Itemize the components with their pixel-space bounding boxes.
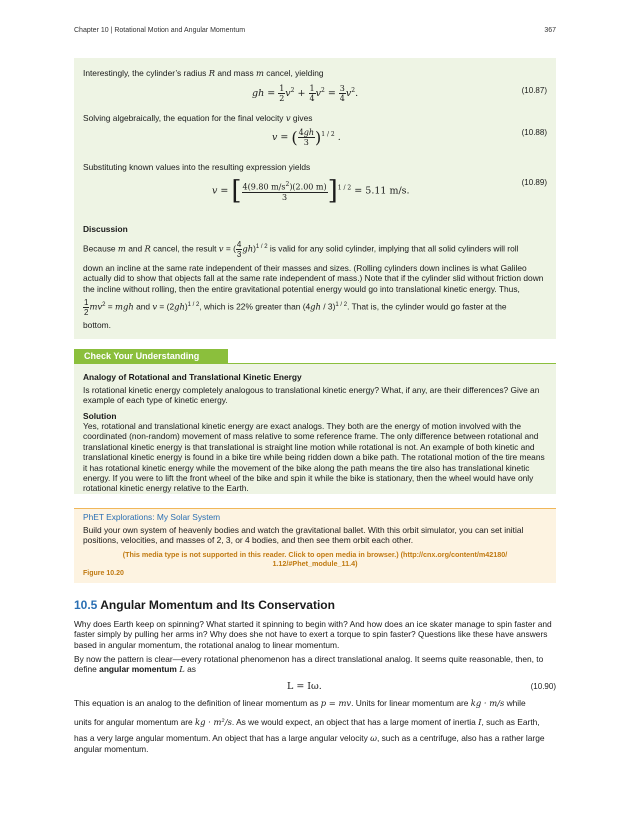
equation-10-90: L = Iω. (287, 681, 322, 692)
eq-number-88: (10.88) (521, 128, 547, 137)
section-title: Angular Momentum and Its Conservation (100, 598, 335, 612)
equation-10-87: gh = $\frac{1}{2}$ $v^2$ + $\frac{1}{4}$ $v^2$ = $\frac{3}{4}$ $v^2$. (252, 84, 359, 103)
equation-10-88: v = ( $\frac{4gh}{3}$ )$^{1 / 2}$ . (272, 128, 341, 147)
section-para-3-line-1: This equation is an analog to the definition of linear momentum as p = mv. Units for linear momentum are kg · m/s while (74, 698, 526, 708)
page-number: 367 (544, 27, 556, 34)
section-para-1: Why does Earth keep on spinning? What started it spinning to begin with? And how does an ice skater manage to spin faster and faster simply by pulling her arms in? Why does she not have to exert a torque to spin faster? Questions like these have answers based in angular momentum, the rotational analog to linear momentum. (74, 619, 552, 650)
section-para-2: By now the pattern is clear—every rotational phenomenon has a direct translational analog. It seems quite reasonable, then, to define angular momentum L as (74, 654, 544, 675)
discussion-line-1: Because m and R cancel, the result v = ( $\frac{4}{3}$ gh)$^{1 / 2}$ is valid for any solid cylinder, implying that all solid cylinders will roll (83, 240, 519, 259)
phet-media-link[interactable]: (This media type is not supported in this reader. Click to open media in browser.) (http://cnx.org/content/m42180/ 1.12/#Phet_module_11.4) (122, 550, 508, 568)
cyu-title: Analogy of Rotational and Translational Kinetic Energy (83, 372, 302, 382)
section-para-3-line-4: angular momentum. (74, 744, 149, 754)
eq-number-89: (10.89) (521, 178, 547, 187)
page-header (74, 27, 556, 34)
section-para-3-line-2: units for angular momentum are kg · m²/s. As we would expect, an object that has a large moment of inertia I, such as Earth, (74, 717, 540, 727)
equation-10-89: v = [ $\frac{4(9.80 m/s^2)(2.00 m)}{3}$ ]$^{1 / 2}$ = 5.11 m/s. (212, 176, 410, 206)
phet-text: Build your own system of heavenly bodies and watch the gravitational ballet. With this orbit simulator, you can set initial positions, velocities, and masses of 2, 3, or 4 bodies, and then see them orbit each other. (83, 525, 524, 546)
figure-label: Figure 10.20 (83, 570, 124, 577)
eq-number-90: (10.90) (530, 682, 556, 691)
discussion-para: down an incline at the same rate independent of their masses and sizes. (Rolling cylinders down inclines is what Galileo actually did to show that objects fall at the same rate independent of mass.) Note that if the cylinder slid without friction down the incline without rolling, then the entire gravitational potential energy would go into translational kinetic energy. Thus, (83, 263, 544, 294)
section-number: 10.5 (74, 598, 98, 612)
example-para-3: Substituting known values into the resulting expression yields (83, 162, 311, 172)
discussion-line-4: bottom. (83, 320, 111, 330)
discussion-line-3: $\frac{1}{2}$ $mv^2$ = mgh and $v = (2gh)^{1 / 2}$, which is 22% greater than (4gh / 3)$^{1 / 2}$. That is, the cylinder would go faster at the (84, 298, 507, 317)
cyu-tab: Check Your Understanding (74, 349, 228, 363)
chapter-title: Chapter 10 | Rotational Motion and Angular Momentum (74, 27, 246, 34)
discussion-heading: Discussion (83, 224, 128, 234)
cyu-solution: Yes, rotational and translational kinetic energy are exact analogs. They both are the energy of motion involved with the coordinated (non-random) movement of mass relative to some reference frame. The only difference between rotational and translational kinetic energy is that translational is straight line motion while rotational is not. An example of both kinetic and translational kinetic energy is found in a bike tire while being ridden down a bike path. The rotational motion of the tire means it has rotational kinetic energy while the movement of the bike along the path means the tire also has translational kinetic energy. If you were to lift the front wheel of the bike and spin it while the bike is stationary, then the wheel would have only rotational kinetic energy relative to the Earth. (83, 421, 545, 494)
cyu-header-bar (74, 349, 556, 364)
cyu-question: Is rotational kinetic energy completely analogous to translational kinetic energy? What, if any, are their differences? Give an example of each type of kinetic energy. (83, 385, 540, 406)
section-para-3-line-3: has a very large angular momentum. An object that has a large angular velocity ω, such as a centrifuge, also has a rather large (74, 733, 545, 743)
phet-box (74, 508, 556, 583)
example-para-2: Solving algebraically, the equation for the final velocity v gives (83, 113, 313, 123)
phet-title[interactable]: PhET Explorations: My Solar System (83, 512, 221, 522)
eq-number-87: (10.87) (521, 86, 547, 95)
cyu-solution-heading: Solution (83, 411, 117, 421)
example-para-1: Interestingly, the cylinder’s radius R and mass m cancel, yielding (83, 68, 324, 78)
example-box (74, 58, 556, 339)
section-heading (74, 598, 335, 612)
cyu-box (74, 364, 556, 494)
